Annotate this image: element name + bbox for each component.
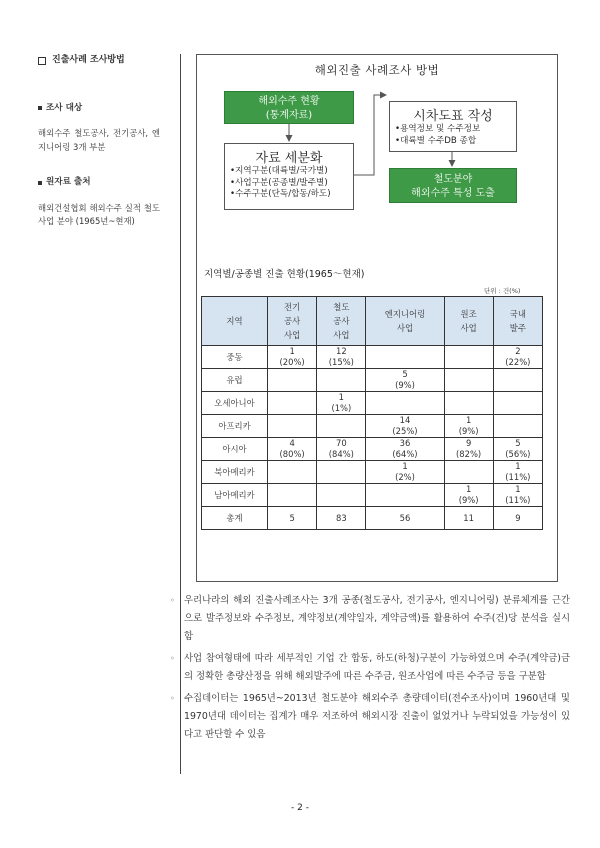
region-cell: 유럽 — [202, 369, 268, 392]
table-header: 원조 사업 — [444, 297, 493, 346]
value-cell: 9 (82%) — [444, 438, 493, 461]
table-row — [202, 484, 543, 507]
value-cell — [366, 392, 444, 415]
sidebar-main-heading-text: 진출사례 조사방법 — [52, 55, 125, 65]
value-cell: 5 (56%) — [493, 438, 542, 461]
table-title: 지역별/공종별 진출 현황(1965～현재) — [204, 269, 365, 280]
value-cell: 4 (80%) — [268, 438, 317, 461]
total-cell: 83 — [317, 507, 366, 530]
total-cell: 11 — [444, 507, 493, 530]
value-cell — [268, 461, 317, 484]
box-overseas-stats-line2: (통계자료) — [265, 110, 313, 121]
box-data-subdivision-item: •사업구분(공종별/발주별) — [230, 177, 328, 188]
box-result — [389, 168, 517, 203]
value-cell — [317, 415, 366, 438]
region-cell: 오세아니아 — [202, 392, 268, 415]
table-row — [202, 415, 543, 438]
value-cell — [493, 369, 542, 392]
region-cell: 북아메리카 — [202, 461, 268, 484]
value-cell: 1 (20%) — [268, 346, 317, 369]
sidebar-heading-source-text: 원자료 출처 — [46, 177, 91, 187]
note-text: 우리나라의 해외 진출사례조사는 3개 공종(철도공사, 전기공사, 엔지니어링) 분류체계를 근간으로 발주정보와 수주정보, 계약정보(계약일자, 계약금액)를 활용하여 수주(건)당 분석을 실시함 — [184, 595, 570, 642]
value-cell: 1 (11%) — [493, 461, 542, 484]
page-number: - 2 - — [291, 803, 309, 813]
region-cell: 중동 — [202, 346, 268, 369]
value-cell — [366, 484, 444, 507]
box-data-subdivision-item: •지역구분(대륙별/국가별) — [230, 166, 328, 176]
value-cell: 14 (25%) — [366, 415, 444, 438]
value-cell: 70 (84%) — [317, 438, 366, 461]
circle-bullet-icon: ◦ — [170, 596, 175, 605]
region-cell: 아프리카 — [202, 415, 268, 438]
value-cell — [444, 369, 493, 392]
value-cell — [317, 484, 366, 507]
box-timeseries-item: •대륙별 수주DB 종합 — [395, 135, 477, 146]
box-result-line2: 해외수주 특성 도출 — [411, 188, 495, 199]
region-cell: 총계 — [202, 507, 268, 530]
value-cell: 5 (9%) — [366, 369, 444, 392]
value-cell — [493, 392, 542, 415]
value-cell: 1 (2%) — [366, 461, 444, 484]
table-row — [202, 369, 543, 392]
box-data-subdivision-item: •수주구분(단독/합동/하도) — [230, 189, 331, 199]
table-header: 전기 공사 사업 — [268, 297, 317, 346]
table-header: 엔지니어링 사업 — [366, 297, 444, 346]
value-cell: 1 (9%) — [444, 484, 493, 507]
note-text: 사업 참여형태에 따라 세부적인 기업 간 합동, 하도(하청)구분이 가능하였으며 수주(계약금)금의 정확한 총량산정을 위해 해외발주에 따른 수주금, 원조사업에 따른 수주금 등을 구분함 — [184, 653, 570, 682]
circle-bullet-icon: ◦ — [170, 654, 175, 663]
value-cell — [366, 346, 444, 369]
value-cell: 2 (22%) — [493, 346, 542, 369]
arrow-sub-to-series — [353, 95, 386, 175]
box-timeseries — [389, 101, 517, 152]
table-row — [202, 461, 543, 484]
diagram-title: 해외진출 사례조사 방법 — [314, 63, 440, 77]
value-cell: 12 (15%) — [317, 346, 366, 369]
table-header: 지역 — [202, 297, 268, 346]
total-cell: 5 — [268, 507, 317, 530]
box-overseas-stats — [224, 91, 354, 124]
table-header: 국내 발주 — [493, 297, 542, 346]
box-data-subdivision — [224, 143, 354, 210]
circle-bullet-icon: ◦ — [170, 694, 175, 703]
value-cell — [444, 461, 493, 484]
table-unit: 단위 : 건(%) — [484, 287, 521, 295]
value-cell — [268, 415, 317, 438]
value-cell — [268, 484, 317, 507]
value-cell — [444, 346, 493, 369]
value-cell — [317, 369, 366, 392]
box-timeseries-title: 시차도표 작성 — [413, 109, 493, 124]
table-total-row — [202, 507, 543, 530]
box-timeseries-item: •용역정보 및 수주정보 — [395, 124, 481, 134]
value-cell — [317, 461, 366, 484]
value-cell — [268, 392, 317, 415]
table-row — [202, 438, 543, 461]
note-item — [170, 690, 570, 744]
box-data-subdivision-title: 자료 세분화 — [255, 151, 323, 166]
value-cell — [444, 392, 493, 415]
sidebar-text-target: 해외수주 철도공사, 전기공사, 엔지니어링 3개 부분 — [38, 128, 160, 152]
region-cell: 남아메리카 — [202, 484, 268, 507]
region-table — [201, 296, 543, 530]
note-item — [170, 650, 570, 686]
note-text: 수집데이터는 1965년~2013년 철도분야 해외수주 총량데이터(전수조사)이며 1960년대 및 1970년대 데이터는 집계가 매우 저조하여 해외시장 진출이 없었거나 누락되었을 가능성이 있다고 판단할 수 있음 — [184, 693, 570, 740]
value-cell: 1 (11%) — [493, 484, 542, 507]
notes — [170, 592, 570, 748]
value-cell: 36 (64%) — [366, 438, 444, 461]
total-cell: 9 — [493, 507, 542, 530]
value-cell: 1 (1%) — [317, 392, 366, 415]
value-cell — [268, 369, 317, 392]
box-overseas-stats-line1: 해외수주 현황 — [258, 96, 320, 107]
box-result-line1: 철도분야 — [433, 174, 473, 185]
table-row — [202, 346, 543, 369]
table-row — [202, 392, 543, 415]
sidebar-text-source: 해외건설협회 해외수주 실적 철도사업 분야 (1965년~현재) — [38, 202, 160, 226]
sidebar-heading-target-text: 조사 대상 — [46, 102, 83, 113]
table-header: 철도 공사 사업 — [317, 297, 366, 346]
value-cell: 1 (9%) — [444, 415, 493, 438]
value-cell — [493, 415, 542, 438]
total-cell: 56 — [366, 507, 444, 530]
region-cell: 아시아 — [202, 438, 268, 461]
note-item — [170, 592, 570, 646]
table-header-row — [202, 297, 543, 346]
